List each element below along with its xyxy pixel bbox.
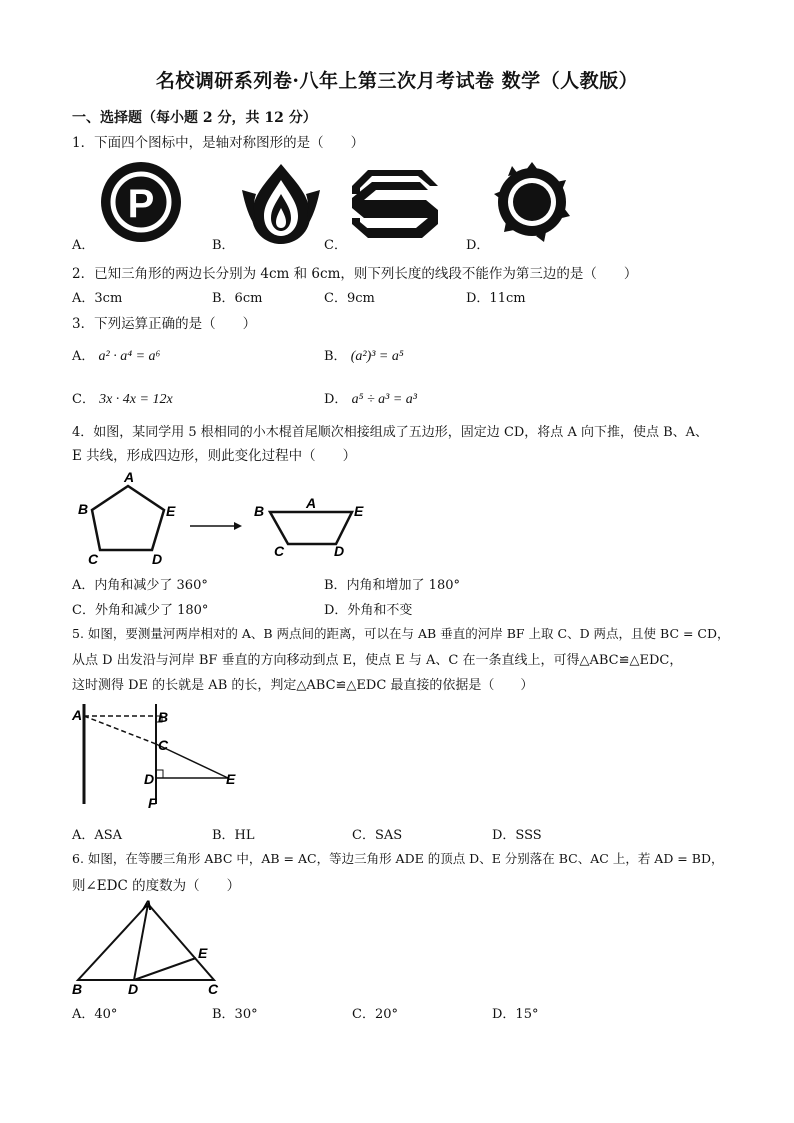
label-d: D (144, 771, 155, 787)
q4-figure (74, 468, 374, 574)
arrow-head (234, 522, 242, 530)
q2-option-b[interactable]: B．6cm (212, 291, 263, 306)
q2-option-c[interactable]: C．9cm (324, 291, 375, 306)
q6-option-c[interactable]: C．20° (352, 1007, 398, 1022)
segment-ad (134, 904, 148, 980)
question-4-stem-line2: E 共线，形成四边形，则此变化过程中（ ） (72, 448, 357, 464)
q2-option-a[interactable]: A．3cm (72, 291, 123, 306)
question-5-stem-line3: 这时测得 DE 的长就是 AB 的长，判定△ABC≌△EDC 最直接的依据是（ ） (72, 678, 534, 693)
q3-option-d-label: D． (324, 392, 348, 407)
q6-option-d[interactable]: D．15° (492, 1007, 539, 1022)
label-b1: B (78, 501, 89, 517)
p-letter: P (127, 182, 155, 226)
q1-option-c[interactable]: C． (324, 238, 347, 253)
q3-option-a-expr: a² · a⁴ = a⁶ (98, 349, 161, 364)
segment-de (134, 958, 196, 980)
label-d1: D (152, 551, 163, 567)
label-b: B (158, 709, 169, 725)
question-2-stem: 2．已知三角形的两边长分别为 4cm 和 6cm，则下列长度的线段不能作为第三边的是（ ） (72, 266, 638, 282)
label-c: C (208, 981, 219, 997)
q4-option-a[interactable]: A．内角和减少了 360° (72, 578, 208, 593)
label-b2: B (254, 503, 265, 519)
section-heading: 一、选择题（每小题 2 分，共 12 分） (72, 110, 317, 126)
label-c: C (158, 737, 169, 753)
icon-p-circle (96, 160, 186, 248)
q4-option-c[interactable]: C．外角和减少了 180° (72, 603, 209, 618)
q5-option-d[interactable]: D．SSS (492, 828, 542, 843)
segment-ac (84, 716, 156, 744)
icon-s-hexagon (350, 168, 440, 244)
label-a: A (142, 898, 153, 913)
q3-option-b[interactable] (324, 345, 404, 365)
question-6-stem-line1: 6. 如图，在等腰三角形 ABC 中，AB = AC，等边三角形 ADE 的顶点 D、E 分别落在 BC、AC 上，若 AD = BD， (72, 851, 724, 866)
q6-option-b[interactable]: B．30° (212, 1007, 258, 1022)
label-a: A (72, 707, 83, 723)
quadrilateral-shape (270, 512, 352, 544)
label-d2: D (334, 543, 345, 559)
question-4-stem-line1: 4．如图，某同学用 5 根相同的小木棍首尾顺次相接组成了五边形，固定边 CD，将点 A 向下推，使点 B、A、 (72, 425, 709, 440)
question-5-stem-line2: 从点 D 出发沿与河岸 BF 垂直的方向移动到点 E，使点 E 与 A、C 在一条直线上，可得△ABC≌△EDC， (72, 653, 683, 668)
pentagon-shape (92, 486, 164, 550)
label-a1: A (124, 469, 135, 485)
q2-option-d[interactable]: D．11cm (466, 291, 526, 306)
q6-option-a[interactable]: A．40° (72, 1007, 118, 1022)
q6-figure (70, 898, 230, 1002)
q3-option-d-expr: a⁵ ÷ a³ = a³ (351, 392, 417, 407)
right-angle-d (156, 770, 163, 778)
q4-option-b[interactable]: B．内角和增加了 180° (324, 578, 460, 593)
label-f: F (148, 795, 157, 811)
question-5-stem-line1: 5. 如图，要测量河两岸相对的 A、B 两点间的距离，可以在与 AB 垂直的河岸 BF 上取 C、D 两点，且使 BC = CD， (72, 626, 730, 641)
q3-option-b-label: B． (324, 349, 347, 364)
q5-option-c[interactable]: C．SAS (352, 828, 403, 843)
label-d: D (128, 981, 139, 997)
q3-option-c-label: C． (72, 392, 95, 407)
question-3-stem: 3．下列运算正确的是（ ） (72, 316, 257, 332)
label-a2: A (306, 495, 317, 511)
q3-option-c[interactable] (72, 388, 173, 408)
q3-option-a-label: A． (72, 349, 95, 364)
q1-option-b[interactable]: B． (212, 238, 235, 253)
page-title: 名校调研系列卷·八年上第三次月考试卷 数学（人教版） (155, 70, 639, 92)
q1-option-d[interactable]: D． (466, 238, 490, 253)
q3-option-b-expr: (a²)³ = a⁵ (350, 349, 404, 364)
q4-option-d[interactable]: D．外角和不变 (324, 603, 413, 618)
q5-option-a[interactable]: A．ASA (72, 828, 123, 843)
q3-option-a[interactable] (72, 345, 160, 365)
question-6-stem-line2: 则∠EDC 的度数为（ ） (72, 878, 241, 894)
label-e1: E (166, 503, 176, 519)
q1-option-a[interactable]: A． (72, 238, 95, 253)
label-b: B (72, 981, 83, 997)
label-e: E (198, 945, 208, 961)
icon-gear-circle (492, 160, 572, 248)
icon-flame (238, 160, 324, 250)
q3-option-d[interactable] (324, 388, 417, 408)
q5-figure (70, 700, 250, 816)
q5-option-b[interactable]: B．HL (212, 828, 255, 843)
q3-option-c-expr: 3x · 4x = 12x (99, 392, 173, 407)
label-c2: C (274, 543, 285, 559)
label-e2: E (354, 503, 364, 519)
question-1-stem: 1．下面四个图标中，是轴对称图形的是（ ） (72, 135, 365, 151)
label-c1: C (88, 551, 99, 567)
label-e: E (226, 771, 236, 787)
